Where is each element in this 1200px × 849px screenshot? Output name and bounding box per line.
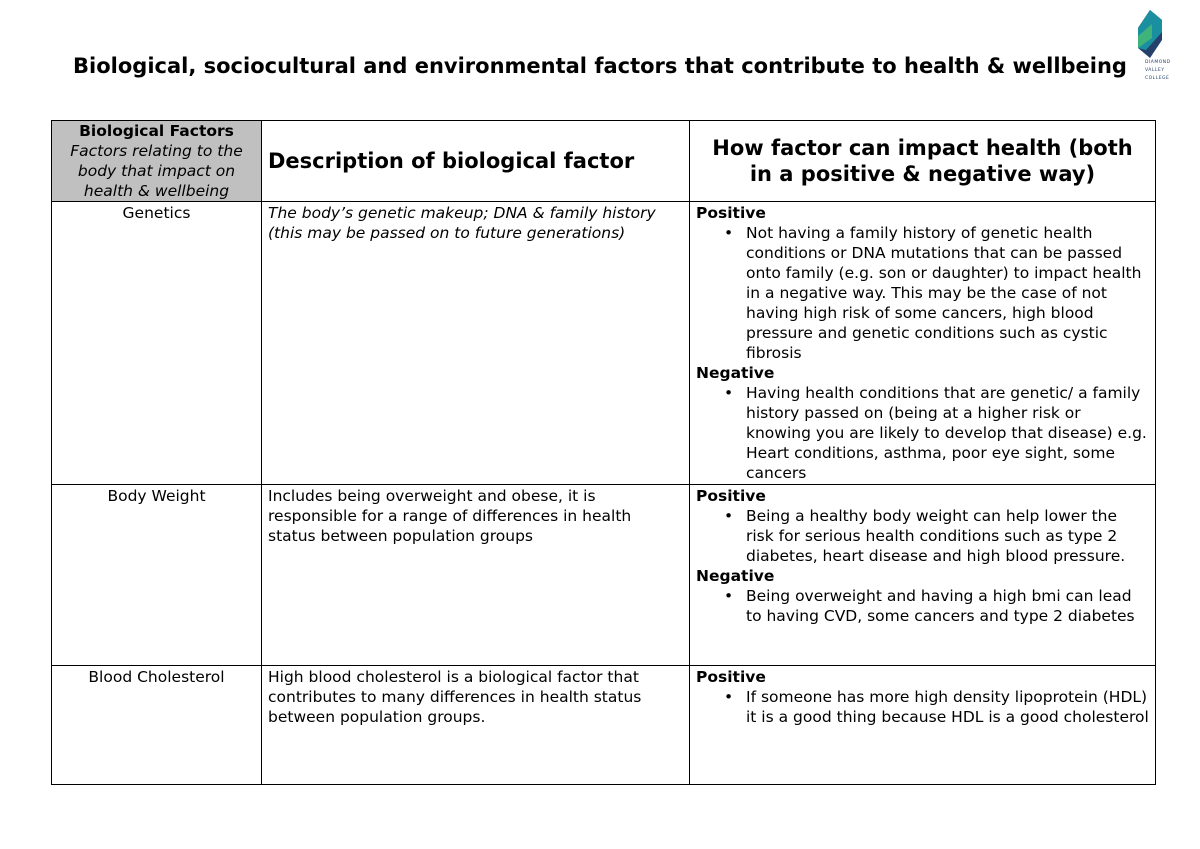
factors-table xyxy=(51,120,1156,785)
impact-cell xyxy=(690,666,1156,785)
header-col1-subtitle: Factors relating to the body that impact on health & wellbeing xyxy=(70,142,243,200)
table-row xyxy=(52,485,1156,666)
description-cell: The body’s genetic makeup; DNA & family history (this may be passed on to future generations) xyxy=(262,202,690,485)
factor-cell: Body Weight xyxy=(52,485,262,666)
description-cell: Includes being overweight and obese, it is responsible for a range of differences in health status between population groups xyxy=(262,485,690,666)
factor-cell: Blood Cholesterol xyxy=(52,666,262,785)
positive-point: • Not having a family history of genetic health conditions or DNA mutations that can be passed onto family (e.g. son or daughter) to impact health in a negative way. This may be the case of not having high risk of some cancers, high blood pressure and genetic conditions such as cystic fibrosis xyxy=(746,223,1149,363)
logo-text-2: VALLEY xyxy=(1145,68,1165,73)
table-header-row xyxy=(52,121,1156,202)
negative-label: Negative xyxy=(696,567,775,585)
page-title: Biological, sociocultural and environmental factors that contribute to health & wellbeing xyxy=(73,54,1127,78)
header-impact: How factor can impact health (both in a positive & negative way) xyxy=(690,121,1156,202)
header-col1-title: Biological Factors xyxy=(79,122,234,140)
table-row xyxy=(52,666,1156,785)
logo-text-3: COLLEGE xyxy=(1145,76,1170,81)
positive-point: • If someone has more high density lipoprotein (HDL) it is a good thing because HDL is a good cholesterol xyxy=(746,687,1149,727)
negative-point: • Being overweight and having a high bmi can lead to having CVD, some cancers and type 2 diabetes xyxy=(746,586,1149,626)
positive-label: Positive xyxy=(696,487,766,505)
impact-cell xyxy=(690,202,1156,485)
negative-point: • Having health conditions that are genetic/ a family history passed on (being at a higher risk or knowing you are likely to develop that disease) e.g. Heart conditions, asthma, poor eye sight, some cancers xyxy=(746,383,1149,483)
positive-point: • Being a healthy body weight can help lower the risk for serious health conditions such as type 2 diabetes, heart disease and high blood pressure. xyxy=(746,506,1149,566)
impact-cell xyxy=(690,485,1156,666)
logo-text-1: DIAMOND xyxy=(1145,60,1171,65)
description-cell: High blood cholesterol is a biological factor that contributes to many differences in health status between population groups. xyxy=(262,666,690,785)
header-description: Description of biological factor xyxy=(262,121,690,202)
factor-cell: Genetics xyxy=(52,202,262,485)
negative-label: Negative xyxy=(696,364,775,382)
college-logo xyxy=(1138,10,1188,90)
table-row xyxy=(52,202,1156,485)
logo-shield-icon xyxy=(1138,10,1162,58)
header-biological-factors xyxy=(52,121,262,202)
positive-label: Positive xyxy=(696,204,766,222)
positive-label: Positive xyxy=(696,668,766,686)
